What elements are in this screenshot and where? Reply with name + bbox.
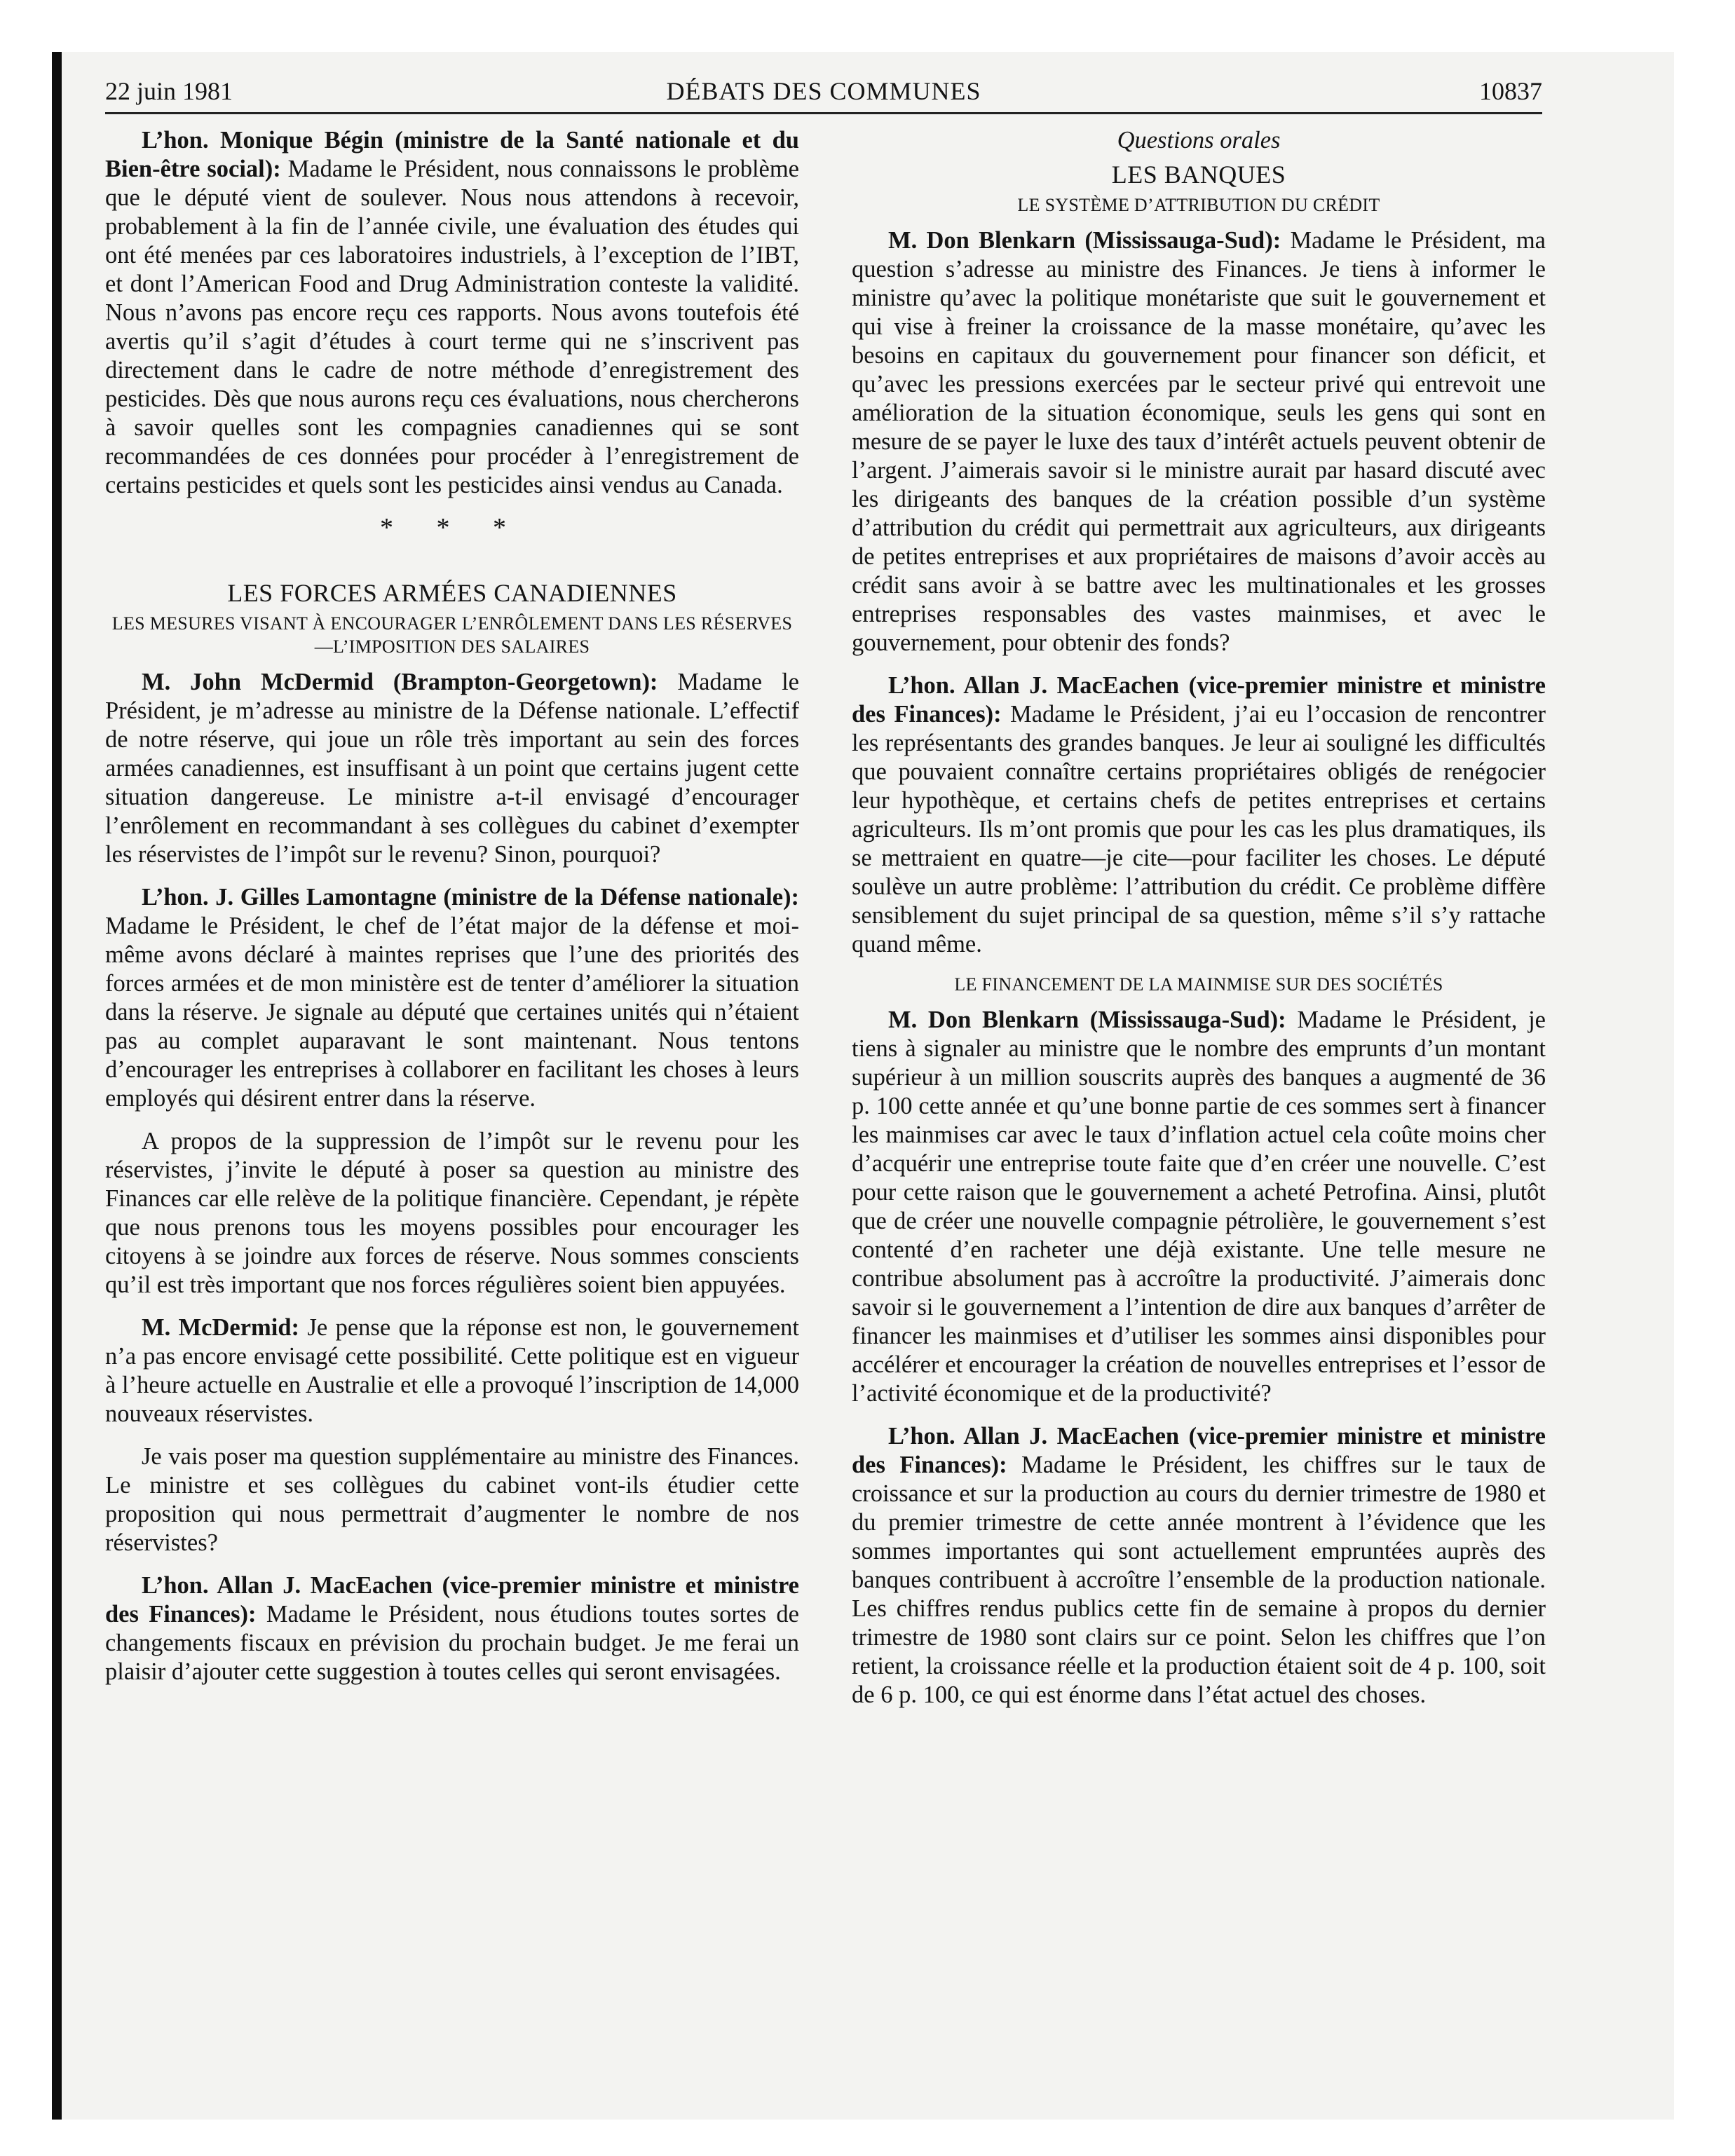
speaker-name: M. Don Blenkarn (Mississauga-Sud): — [888, 1007, 1286, 1033]
speech-text: A propos de la suppression de l’impôt sur le revenu pour les réservistes, j’invite le député à poser sa question au ministre des Finances car elle relève de la politique financière. Cependant, je répète que nous prenons tous les moyens possibles pour encourager les citoyens à se joindre aux forces de réserve. Nous sommes conscients qu’il est très important que nos forces régulières soient bien appuyées. — [105, 1128, 799, 1298]
left-column — [105, 126, 799, 1700]
speech-text: Madame le Président, j’ai eu l’occasion de rencontrer les représentants des grandes banques. Je leur ai souligné les difficultés que pouvaient connaître certains propriétaires obligés de renégocier leur hypothèque, et certains chefs de petites entreprises et certains agriculteurs. Ils m’ont promis que pour les cas les plus dramatiques, ils se mettraient en quatre—je cite—pour faciliter les choses. Le député soulève un autre problème: l’attribution du crédit. Ce problème diffère sensiblement du sujet principal de sa question, même s’il s’y rattache quand même. — [852, 701, 1546, 957]
paragraph-begin — [105, 126, 799, 500]
speech-text: Madame le Président, les chiffres sur le taux de croissance et sur la production au cours du dernier trimestre de 1980 et du premier trimestre de cette année montrent à l’évidence que les sommes importantes qui sont actuellement empruntées auprès des banques contribuent à accroître l’ensemble de la production nationale. Les chiffres rendus publics cette fin de semaine à propos du dernier trimestre de 1980 sont clairs sur ce point. Selon les chiffres que l’on retient, la croissance réelle et la production étaient soit de 4 p. 100, soit de 6 p. 100, ce qui est énorme dans l’état actuel des choses. — [852, 1452, 1546, 1708]
speaker-name: L’hon. Allan J. MacEachen (vice-premier ministre et ministre des Finances): — [105, 1572, 799, 1628]
right-column — [852, 126, 1546, 1724]
paragraph-blenkarn — [852, 226, 1546, 657]
paragraph-maceachen — [105, 1571, 799, 1686]
speech-text: Madame le Président, ma question s’adresse au ministre des Finances. Je tiens à informer le ministre qu’avec la politique monétariste que suit le gouvernement et qui vise à freiner la croissance de la masse monétaire, qu’avec les besoins en capitaux du gouvernement pour financer son déficit, et qu’avec les pressions exercées par le secteur privé qui entrevoit une amélioration de la situation économique, seuls les gens qui sont en mesure de se payer le luxe des taux d’intérêt actuels peuvent obtenir de l’argent. J’aimerais savoir si le ministre aurait par hasard discuté avec les dirigeants des banques de la création possible d’un système d’attribution du crédit qui permettrait aux agriculteurs, aux dirigeants de petites entreprises et aux propriétaires de maisons d’avoir accès au crédit sans avoir à se battre avec les multinationales et les grosses entreprises responsables des vastes mainmises, et avec le gouvernement, pour obtenir des fonds? — [852, 227, 1546, 656]
speaker-name: L’hon. Monique Bégin (ministre de la Santé nationale et du Bien-être social): — [105, 127, 799, 182]
running-header — [105, 70, 1542, 114]
publication-title: DÉBATS DES COMMUNES — [666, 77, 981, 105]
speech-text: Madame le Président, je m’adresse au ministre de la Défense nationale. L’effectif de notre réserve, qui joue un rôle très important au sein des forces armées canadiennes, est insuffisant à un point que certains jugent cette situation dangereuse. Le ministre a-t-il envisagé d’encourager l’enrôlement en recommandant à ses collègues du cabinet d’exempter les réservistes de l’impôt sur le revenu? Sinon, pourquoi? — [105, 669, 799, 868]
speaker-name: M. Don Blenkarn (Mississauga-Sud): — [888, 227, 1281, 254]
speaker-name: L’hon. Allan J. MacEachen (vice-premier ministre et ministre des Finances): — [852, 672, 1546, 728]
paragraph-blenkarn-2 — [852, 1006, 1546, 1408]
speech-text: Madame le Président, nous connaissons le problème que le député vient de soulever. Nous nous attendons à recevoir, probablement à la fin de l’année civile, une évaluation des études qui ont été menées par ces laboratoires industriels, à l’exception de l’IBT, et dont l’American Food and Drug Administration conteste la validité. Nous n’avons pas encore reçu ces rapports. Nous avons toutefois été avertis qu’il s’agit d’études à court terme qui ne s’inscrivent pas directement dans le cadre de notre méthode d’enregistrement des pesticides. Dès que nous aurons reçu ces évaluations, nous chercherons à savoir quelles sont les compagnies canadiennes qui se sont recommandées de ces données pour procéder à l’enregistrement de certains pesticides et quels sont les pesticides ainsi vendus au Canada. — [105, 156, 799, 498]
speaker-name: M. McDermid: — [142, 1314, 300, 1341]
paragraph-mcdermid-2 — [105, 1314, 799, 1428]
paragraph-mcdermid-cont — [105, 1442, 799, 1557]
speaker-name: L’hon. J. Gilles Lamontagne (ministre de la Défense nationale): — [142, 884, 799, 910]
scan-margin — [0, 0, 52, 2156]
rubric: Questions orales — [1117, 127, 1281, 153]
paragraph-lamontagne — [105, 883, 799, 1113]
paragraph-maceachen-2 — [852, 1422, 1546, 1710]
header-date: 22 juin 1981 — [105, 77, 233, 105]
subsection-heading: LES MESURES VISANT À ENCOURAGER L’ENRÔLEMENT DANS LES RÉSERVES—L’IMPOSITION DES SALAIRES — [111, 613, 793, 657]
paragraph-mcdermid — [105, 668, 799, 869]
speaker-name: M. John McDermid (Brampton-Georgetown): — [142, 669, 658, 695]
speech-text: Je vais poser ma question supplémentaire au ministre des Finances. Le ministre et ses collègues du cabinet vont-ils étudier cette proposition qui nous permettrait d’augmenter le nombre de nos réservistes? — [105, 1443, 799, 1556]
speaker-name: L’hon. Allan J. MacEachen (vice-premier ministre et ministre des Finances): — [852, 1423, 1546, 1478]
subsection-heading: LE FINANCEMENT DE LA MAINMISE SUR DES SOCIÉTÉS — [954, 974, 1443, 995]
section-heading: LES BANQUES — [1111, 161, 1286, 189]
section-heading: LES FORCES ARMÉES CANADIENNES — [227, 579, 677, 607]
section-separator: * * * — [380, 513, 524, 543]
paragraph-lamontagne-cont — [105, 1127, 799, 1299]
speech-text: Madame le Président, nous étudions toutes sortes de changements fiscaux en prévision du prochain budget. Je me ferai un plaisir d’ajouter cette suggestion à toutes celles qui seront envisagées. — [105, 1601, 799, 1685]
page-number: 10837 — [1479, 77, 1542, 105]
subsection-heading: LE SYSTÈME D’ATTRIBUTION DU CRÉDIT — [1017, 195, 1380, 215]
speech-text: Je pense que la réponse est non, le gouvernement n’a pas encore envisagé cette possibilité. Cette politique est en vigueur à l’heure actuelle en Australie et elle a provoqué l’inscription de 14,000 nouveaux réservistes. — [105, 1314, 799, 1427]
speech-text: Madame le Président, je tiens à signaler au ministre que le nombre des emprunts d’un montant supérieur à un million souscrits auprès des banques a augmenté de 36 p. 100 cette année et qu’une bonne partie de ces sommes sert à financer les mainmises car avec le taux d’inflation actuel cela coûte moins cher d’acquérir une entreprise toute faite que d’en créer une nouvelle. C’est pour cette raison que le gouvernement a acheté Petrofina. Ainsi, plutôt que de créer une nouvelle compagnie pétrolière, le gouvernement s’est contenté d’en racheter une déjà existante. Une telle mesure ne contribue absolument pas à accroître la productivité. J’aimerais donc savoir si le gouvernement a l’intention de dire aux banques d’arrêter de financer les mainmises et d’utiliser les sommes ainsi disponibles pour accélérer et encourager la création de nouvelles entreprises et l’essor de l’activité économique et de la productivité? — [852, 1007, 1546, 1407]
paragraph-maceachen-1 — [852, 671, 1546, 959]
scan-binding-edge — [52, 52, 62, 2120]
speech-text: Madame le Président, le chef de l’état major de la défense et moi-même avons déclaré à maintes reprises que l’une des priorités des forces armées et de mon ministère est de tenter d’améliorer la situation dans la réserve. Je signale au député que certaines unités qui n’étaient pas au complet auparavant le sont maintenant. Nous tentons d’encourager les entreprises à collaborer en facilitant les choses à leurs employés qui désirent entrer dans la réserve. — [105, 913, 799, 1112]
